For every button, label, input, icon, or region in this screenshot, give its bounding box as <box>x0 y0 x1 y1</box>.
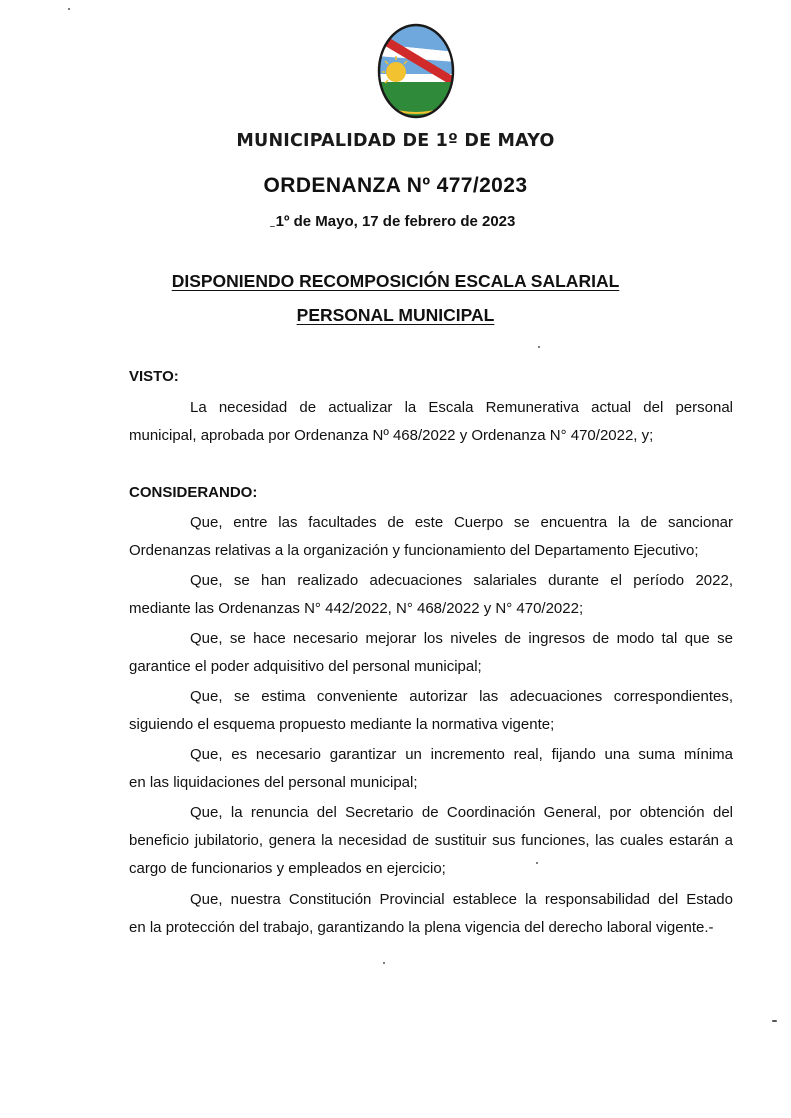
paragraph-continuation: en las liquidaciones del personal municipal; <box>129 774 418 791</box>
scan-speck <box>536 862 538 864</box>
paragraph-continuation: siguiendo el esquema propuesto mediante la normativa vigente; <box>129 716 555 733</box>
paragraph-continuation: municipal, aprobada por Ordenanza Nº 468/2022 y Ordenanza N° 470/2022, y; <box>129 427 654 444</box>
document-title-line-2: PERSONAL MUNICIPAL <box>296 305 495 325</box>
municipality-name: MUNICIPALIDAD DE 1º DE MAYO <box>236 131 555 151</box>
paragraph-first-line: Que, se han realizado adecuaciones salariales durante el período 2022, <box>190 572 733 589</box>
considerando-paragraph <box>129 683 733 739</box>
scan-speck <box>383 962 385 964</box>
visto-paragraph <box>129 394 733 450</box>
ordinance-number: ORDENANZA Nº 477/2023 <box>263 174 528 197</box>
visto-heading: VISTO: <box>129 368 179 385</box>
considerando-paragraph <box>129 741 733 797</box>
paragraph-continuation: beneficio jubilatorio, genera la necesidad de sustituir sus funciones, las cuales estarán a cargo de funcionarios y empleados en ejercicio; <box>129 832 733 877</box>
paragraph-first-line: Que, se hace necesario mejorar los niveles de ingresos de modo tal que se <box>190 630 733 647</box>
paragraph-first-line: Que, la renuncia del Secretario de Coordinación General, por obtención del <box>190 804 733 821</box>
scan-speck <box>270 226 275 227</box>
paragraph-continuation: garantice el poder adquisitivo del personal municipal; <box>129 658 482 675</box>
document-title-line-1: DISPONIENDO RECOMPOSICIÓN ESCALA SALARIAL <box>171 271 620 291</box>
paragraph-first-line: Que, entre las facultades de este Cuerpo se encuentra la de sancionar <box>190 514 733 531</box>
paragraph-first-line: La necesidad de actualizar la Escala Remunerativa actual del personal <box>190 399 733 416</box>
considerando-paragraph <box>129 886 733 942</box>
scan-speck <box>68 8 70 10</box>
considerando-paragraph <box>129 567 733 623</box>
paragraph-first-line: Que, es necesario garantizar un incremento real, fijando una suma mínima <box>190 746 733 763</box>
paragraph-continuation: Ordenanzas relativas a la organización y funcionamiento del Departamento Ejecutivo; <box>129 542 699 559</box>
paragraph-continuation: mediante las Ordenanzas N° 442/2022, N° 468/2022 y N° 470/2022; <box>129 600 584 617</box>
municipal-seal-icon <box>376 22 456 120</box>
place-date: 1º de Mayo, 17 de febrero de 2023 <box>275 213 516 230</box>
scan-speck <box>772 1020 777 1022</box>
considerando-paragraph <box>129 625 733 681</box>
scan-speck <box>538 346 540 348</box>
paragraph-continuation: en la protección del trabajo, garantizando la plena vigencia del derecho laboral vigente.- <box>129 919 714 936</box>
paragraph-first-line: Que, se estima conveniente autorizar las adecuaciones correspondientes, <box>190 688 733 705</box>
paragraph-first-line: Que, nuestra Constitución Provincial establece la responsabilidad del Estado <box>190 891 733 908</box>
considerando-paragraph <box>129 509 733 565</box>
considerando-heading: CONSIDERANDO: <box>129 484 258 501</box>
considerando-paragraph <box>129 799 733 883</box>
